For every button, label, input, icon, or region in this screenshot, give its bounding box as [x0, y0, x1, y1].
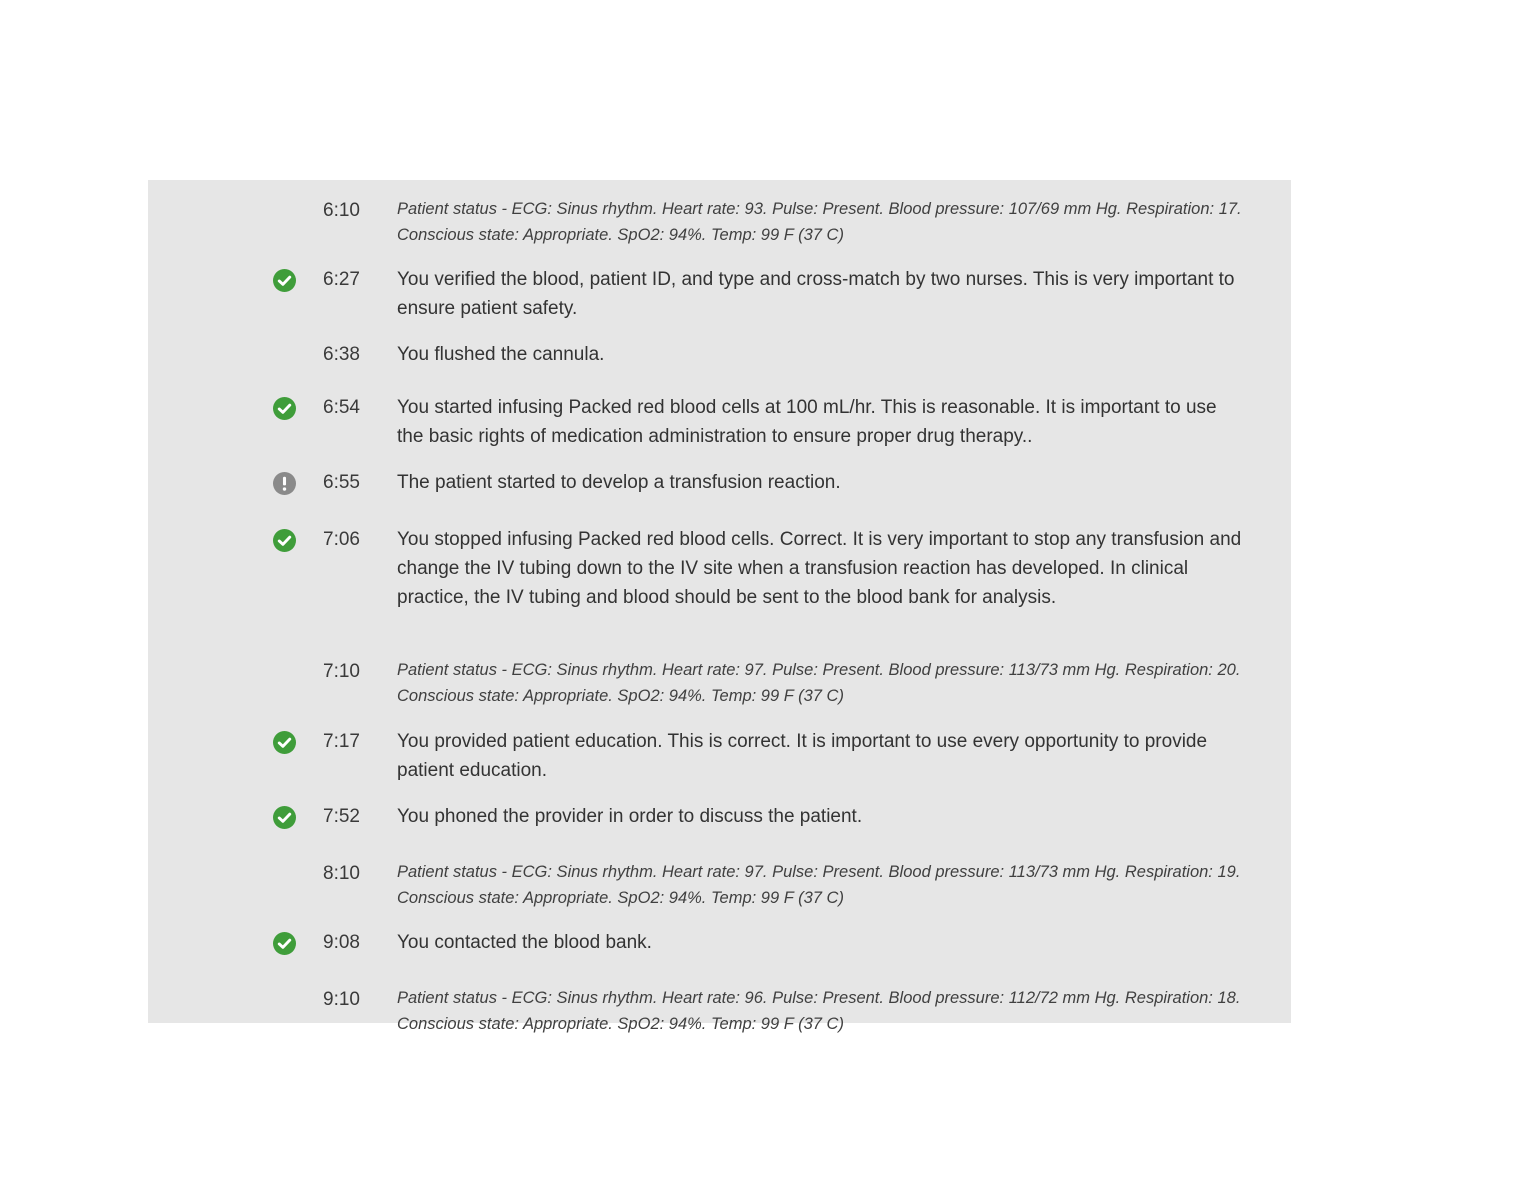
entry-text: You stopped infusing Packed red blood cells. Correct. It is very important to stop any transfusion and change the IV tubing down to the IV site when a transfusion reaction has developed. In clinical practice, the IV tubing and blood should be sent to the blood bank for analysis.: [397, 529, 1242, 608]
entry-time: 6:55: [323, 472, 360, 493]
entry-text: The patient started to develop a transfusion reaction.: [397, 472, 841, 493]
entry-time: 9:10: [323, 989, 360, 1010]
entry-time: 6:38: [323, 344, 360, 365]
entry-text: Patient status - ECG: Sinus rhythm. Heart rate: 97. Pulse: Present. Blood pressure: 113/73 mm Hg. Respiration: 19. Conscious state: Appropriate. SpO2: 94%. Temp: 99 F (37 C): [397, 863, 1241, 907]
alert-circle-icon: [273, 472, 296, 495]
entry-text: Patient status - ECG: Sinus rhythm. Heart rate: 93. Pulse: Present. Blood pressure: 107/69 mm Hg. Respiration: 17. Conscious state: Appropriate. SpO2: 94%. Temp: 99 F (37 C): [397, 200, 1242, 244]
entry-time: 7:06: [323, 529, 360, 550]
entry-time: 7:17: [323, 731, 360, 752]
entry-text: You flushed the cannula.: [397, 344, 605, 365]
entry-time: 7:52: [323, 806, 360, 827]
check-circle-icon: [273, 269, 296, 292]
entry-text: You verified the blood, patient ID, and type and cross-match by two nurses. This is very important to ensure patient safety.: [397, 269, 1235, 319]
check-circle-icon: [273, 731, 296, 754]
entry-text: Patient status - ECG: Sinus rhythm. Heart rate: 96. Pulse: Present. Blood pressure: 112/72 mm Hg. Respiration: 18. Conscious state: Appropriate. SpO2: 94%. Temp: 99 F (37 C): [397, 989, 1241, 1033]
check-circle-icon: [273, 529, 296, 552]
entry-time: 7:10: [323, 661, 360, 682]
check-circle-icon: [273, 932, 296, 955]
entry-time: 9:08: [323, 932, 360, 953]
check-circle-icon: [273, 806, 296, 829]
entry-time: 6:10: [323, 200, 360, 221]
entry-text: You contacted the blood bank.: [397, 932, 652, 953]
entry-text: You started infusing Packed red blood cells at 100 mL/hr. This is reasonable. It is important to use the basic rights of medication administration to ensure proper drug therapy..: [397, 397, 1217, 447]
entry-time: 8:10: [323, 863, 360, 884]
event-log-panel: [148, 180, 1291, 1033]
entry-text: You provided patient education. This is correct. It is important to use every opportunity to provide patient education.: [397, 731, 1208, 781]
entry-text: Patient status - ECG: Sinus rhythm. Heart rate: 97. Pulse: Present. Blood pressure: 113/73 mm Hg. Respiration: 20. Conscious state: Appropriate. SpO2: 94%. Temp: 99 F (37 C): [397, 661, 1241, 705]
check-circle-icon: [273, 397, 296, 420]
entry-time: 6:27: [323, 269, 360, 290]
entry-text: You phoned the provider in order to discuss the patient.: [397, 806, 863, 827]
entry-time: 6:54: [323, 397, 360, 418]
